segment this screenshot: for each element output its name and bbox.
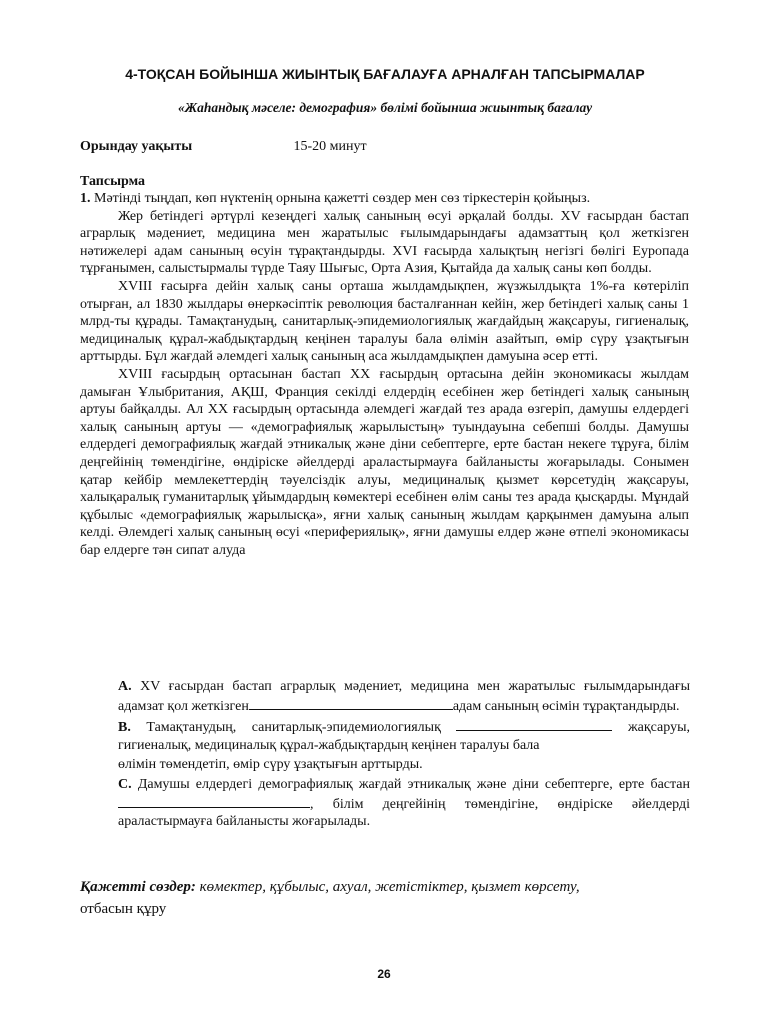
exercise-b-continued: [118, 756, 690, 774]
exercise-c-after: , білім деңгейінің төмендігіне, өндіріске әйелдерді араластырмауға байланысты жоғарылады.: [118, 796, 690, 830]
exercise-b-middle: жақсаруы, гигиеналық, медициналық құрал-жабдықтардың кеңінен таралуы бала: [118, 720, 690, 753]
blank-a[interactable]: [249, 696, 453, 710]
exercise-c-before: Дамушы елдердегі демографиялық жағдай этникалық және діни себептерге, ерте бастан: [137, 776, 691, 792]
time-value: 15-20 минут: [293, 139, 367, 154]
task-number: 1.: [80, 191, 91, 206]
required-words-label: Қажетті сөздер:: [80, 879, 196, 895]
time-label: Орындау уақыты: [80, 139, 193, 154]
fill-in-exercise: [118, 678, 690, 833]
task-instruction: [80, 190, 689, 208]
time-row: [80, 138, 690, 156]
exercise-a-letter: A.: [118, 679, 132, 694]
exercise-a-after: адам санының өсімін тұрақтандырды.: [452, 698, 680, 714]
exercise-c: [118, 776, 690, 831]
blank-c[interactable]: [118, 794, 310, 808]
instruction-text: Мәтінді тыңдап, көп нүктенің орнына қажетті сөздер мен сөз тіркестерін қойыңыз.: [94, 191, 591, 206]
required-words: [80, 876, 680, 920]
section-subtitle: «Жаһандық мәселе: демография» бөлімі бойынша жиынтық бағалау: [177, 100, 593, 115]
exercise-b-before: Тамақтанудың, санитарлық-эпидемиологиялық: [146, 720, 441, 736]
exercise-b: [118, 717, 690, 754]
required-words-list: көмектер, құбылыс, ахуал, жетістіктер, қызмет көрсету,: [199, 879, 580, 895]
blank-b[interactable]: [456, 717, 612, 731]
task-text: [80, 190, 689, 559]
exercise-b-letter: B.: [118, 720, 131, 736]
paragraph-3: XVIII ғасырдың ортасынан бастап XX ғасырдың ортасына дейін экономикасы жылдам дамыған Ұлыбритания, АҚШ, Франция секілді елдердің есебінен жер бетіндегі халық санының артуы байқалды. Ал XX ғасырдың ортасында әлемдегі жағдай тез арада өзгеріп, дамушы елдердегі халық санының артуы — «демографиялық жарылыстың» туындауына себепші болды. Дамушы елдердегі демографиялық жағдай этникалық және діни себептерге, ерте бастан некеге тұруға, білім деңгейінің төмендігіне, өндіріске әйелдерді араластырмауға байланысты жоғарылады. Сонымен қатар кейбір мемлекеттердің тәуелсіздік алуы, медициналық қызмет көрсетудің жақсаруы, халықаралық гуманитарлық ұйымдардың көмектері есебінен өлім саны тез арада қысқарды. Мұндай құбылыс «демографиялық жарылысқа», яғни халық санының жылдам қарқынмен дамуына алып келді. Әлемдегі халық санының өсуі «перифериялық», яғни дамушы елдер және өтпелі экономикасы бар елдерге тән сипат алуда: [80, 366, 689, 558]
exercise-a-before: XV ғасырдан бастап аграрлық мәдениет, медицина мен жаратылыс ғылымдарындағы адамзат қол жеткізген: [118, 679, 691, 714]
page-title: 4-ТОҚСАН БОЙЫНША ЖИЫНТЫҚ БАҒАЛАУҒА АРНАЛҒАН ТАПСЫРМАЛАР: [125, 66, 645, 82]
page-number: 26: [377, 967, 391, 981]
required-words-last: отбасын құру: [80, 901, 167, 917]
paragraph-2: XVIII ғасырға дейін халық саны орташа жылдамдықпен, жүзжылдықта 1%-ға көтеріліп отырған, ал 1830 жылдары өнеркәсіптік революция басталғаннан кейін, жер бетіндегі халық саны 1 млрд-ты құрады. Тамақтанудың, санитарлық-эпидемиологиялық жағдайдың жақсаруы, гигиеналық, медициналық құрал-жабдықтардың кеңінен таралуы бала өлімін азайтып, өмір сүру ұзақтығын арттырды. Бұл жағдай әлемдегі халық санының аса жылдамдықпен дамуына әсер етті.: [80, 278, 689, 365]
exercise-a: [118, 678, 690, 715]
exercise-c-letter: C.: [118, 776, 132, 792]
exercise-b-after: өлімін төмендетіп, өмір сүру ұзақтығын арттырды.: [118, 757, 423, 773]
paragraph-1: Жер бетіндегі әртүрлі кезеңдегі халық санының өсуі әрқалай болды. XV ғасырдан бастап аграрлық мәдениет, медицина мен жаратылыс ғылымдарындағы адамзаттың қол жеткізген нәтижелері адам санының өсуін тұрақтандырды. XVI ғасырда халықтың негізгі бөлігі Еуропада тұрғанымен, салыстырмалы түрде Таяу Шығыс, Орта Азия, Қытайда да халық саны көп болды.: [80, 208, 689, 277]
task-heading: Тапсырма: [80, 174, 146, 189]
